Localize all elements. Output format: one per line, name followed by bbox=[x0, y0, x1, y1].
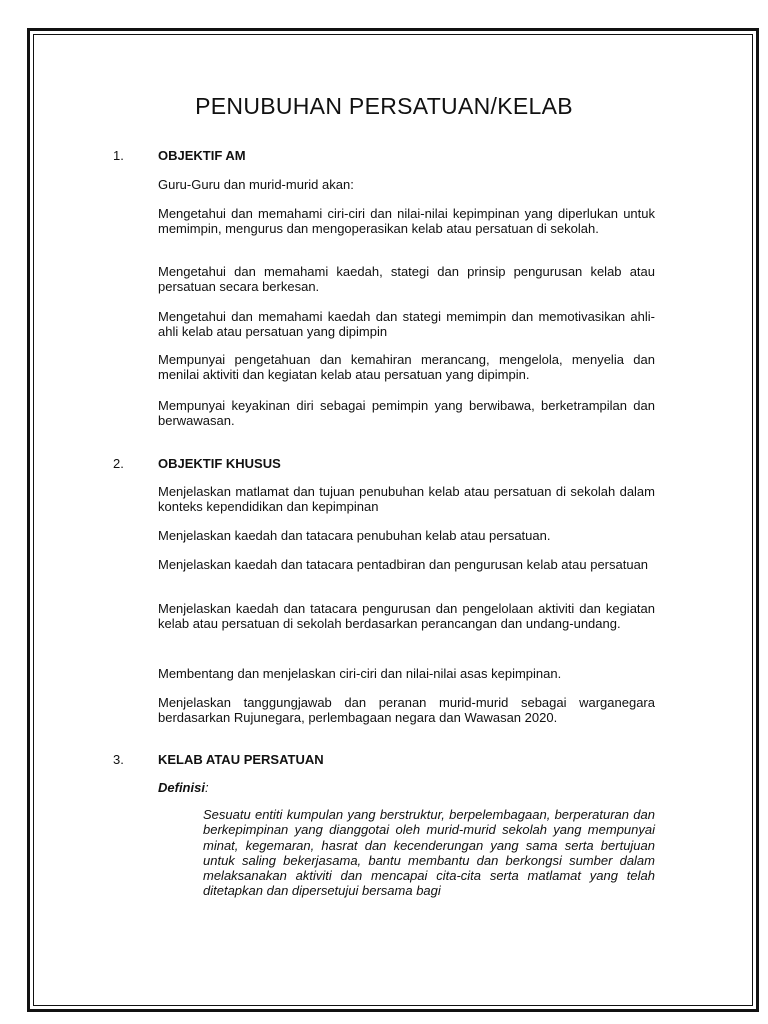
section-2-paragraph-2: Menjelaskan kaedah dan tatacara penubuhan kelab atau persatuan. bbox=[158, 528, 551, 543]
section-1-paragraph-5: Mempunyai pengetahuan dan kemahiran merancang, mengelola, menyelia dan menilai aktiviti dan kegiatan kelab atau persatuan yang dipimpin. bbox=[158, 352, 655, 382]
section-2-paragraph-5: Membentang dan menjelaskan ciri-ciri dan nilai-nilai asas kepimpinan. bbox=[158, 666, 562, 681]
section-1-number: 1. bbox=[113, 148, 124, 163]
document-title: PENUBUHAN PERSATUAN/KELAB bbox=[195, 93, 573, 119]
section-2-paragraph-3: Menjelaskan kaedah dan tatacara pentadbiran dan pengurusan kelab atau persatuan bbox=[158, 557, 649, 572]
section-2-paragraph-6: Menjelaskan tanggungjawab dan peranan murid-murid sebagai warganegara berdasarkan Rujunegara, perlembagaan negara dan Wawasan 2020. bbox=[158, 695, 655, 725]
section-2-number: 2. bbox=[113, 456, 124, 471]
definition-colon: : bbox=[204, 780, 209, 795]
section-1-paragraph-6: Mempunyai keyakinan diri sebagai pemimpin yang berwibawa, berketrampilan dan berwawasan. bbox=[158, 398, 655, 428]
section-2-heading: OBJEKTIF KHUSUS bbox=[158, 456, 281, 471]
section-1-heading: OBJEKTIF AM bbox=[158, 148, 246, 163]
section-1-paragraph-4: Mengetahui dan memahami kaedah dan stategi memimpin dan memotivasikan ahli-ahli kelab atau persatuan yang dipimpin bbox=[158, 309, 655, 339]
definition-label bbox=[158, 780, 209, 795]
section-2-paragraph-4: Menjelaskan kaedah dan tatacara pengurusan dan pengelolaan aktiviti dan kegiatan kelab atau persatuan di sekolah berdasarkan perancangan dan undang-undang. bbox=[158, 601, 655, 631]
definition-label-text: Definisi bbox=[158, 780, 205, 795]
section-1-paragraph-2: Mengetahui dan memahami ciri-ciri dan nilai-nilai kepimpinan yang diperlukan untuk memimpin, mengurus dan mengoperasikan kelab atau persatuan di sekolah. bbox=[158, 206, 655, 236]
section-3-number: 3. bbox=[113, 752, 124, 767]
section-1-paragraph-1: Guru-Guru dan murid-murid akan: bbox=[158, 177, 354, 192]
section-3-heading: KELAB ATAU PERSATUAN bbox=[158, 752, 324, 767]
section-1-paragraph-3: Mengetahui dan memahami kaedah, stategi dan prinsip pengurusan kelab atau persatuan secara berkesan. bbox=[158, 264, 655, 294]
definition-text: Sesuatu entiti kumpulan yang berstruktur, berpelembagaan, berperaturan dan berkepimpinan yang dianggotai oleh murid-murid sekolah yang mempunyai minat, kegemaran, hasrat dan kecenderungan yang sama serta bertujuan untuk saling bekerjasama, bantu membantu dan berkongsi sumber dalam melaksanakan aktiviti dan mencapai cita-cita serta matlamat yang telah ditetapkan dan dipersetujui bersama bagi bbox=[203, 807, 655, 899]
section-2-paragraph-1: Menjelaskan matlamat dan tujuan penubuhan kelab atau persatuan di sekolah dalam konteks kependidikan dan kepimpinan bbox=[158, 484, 655, 514]
